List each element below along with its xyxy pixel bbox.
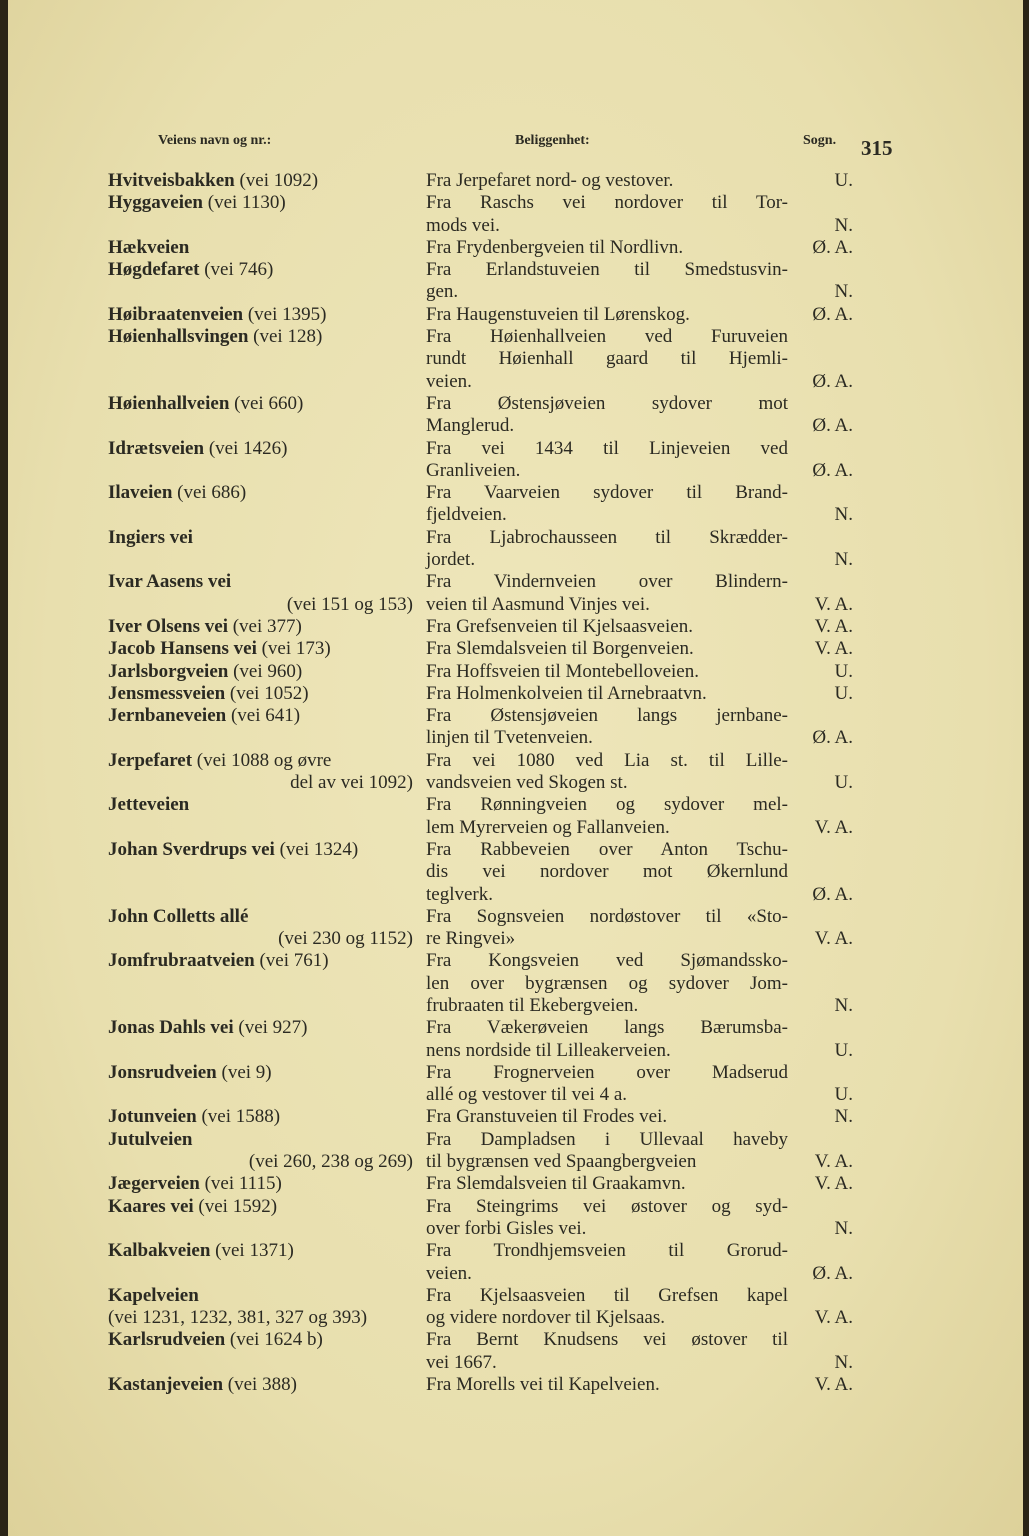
road-number: (vei 377) — [232, 615, 302, 637]
location-line: Fra Slemdalsveien til Graakamvn. — [426, 1173, 686, 1195]
road-entry — [108, 839, 853, 906]
road-entry — [108, 750, 853, 795]
road-name: Jutulveien — [108, 1128, 193, 1150]
location-line: Fra vei 1080 ved Lia st. til Lille- — [426, 749, 788, 771]
road-name: Jetteveien — [108, 794, 190, 816]
parish: U. — [834, 170, 853, 191]
road-number: (vei 1588) — [201, 1106, 281, 1128]
road-name: Hyggaveien — [108, 192, 203, 214]
road-number: (vei 1052) — [229, 682, 309, 704]
location-cell — [426, 638, 788, 660]
parish: N. — [834, 549, 853, 571]
road-name: Høienhallveien — [108, 392, 230, 414]
location-cell — [426, 326, 788, 393]
road-name: Jotunveien — [108, 1106, 197, 1128]
road-entry — [108, 616, 853, 638]
road-name-cell — [108, 950, 413, 1017]
location-cell — [426, 1129, 788, 1174]
parish: Ø. A. — [812, 1262, 853, 1284]
location-line: mods vei. — [426, 214, 500, 236]
parish: N. — [834, 1217, 853, 1239]
location-line: Fra Ljabrochausseen til Skrædder- — [426, 526, 788, 548]
road-entry — [108, 683, 853, 705]
road-name-cell — [108, 393, 413, 438]
parish-cell — [788, 1173, 853, 1195]
location-cell — [426, 170, 788, 192]
road-number: del av vei 1092) — [290, 772, 413, 794]
location-cell — [426, 393, 788, 438]
location-line: lem Myrerveien og Fallanveien. — [426, 816, 670, 838]
road-entry — [108, 1329, 853, 1374]
location-cell — [426, 750, 788, 795]
road-entry — [108, 237, 853, 259]
road-name: Kaares vei — [108, 1195, 194, 1217]
parish-cell — [788, 482, 853, 527]
location-line: Fra Frydenbergveien til Nordlivn. — [426, 236, 684, 258]
location-line: til bygrænsen ved Spaangbergveien — [426, 1151, 697, 1173]
road-number: (vei 230 og 1152) — [278, 928, 413, 950]
location-line: vandsveien ved Skogen st. — [426, 772, 628, 794]
road-name: Hvitveisbakken — [108, 170, 235, 191]
road-name-cell — [108, 1106, 413, 1128]
road-name: Jernbaneveien — [108, 705, 227, 727]
location-line: teglverk. — [426, 883, 494, 905]
location-line: len over bygrænsen og sydover Jom- — [426, 972, 788, 994]
road-number: (vei 746) — [204, 259, 274, 281]
road-entry — [108, 438, 853, 483]
road-name-cell — [108, 705, 413, 750]
road-name: Jægerveien — [108, 1173, 200, 1195]
road-name: Høienhallsvingen — [108, 326, 249, 348]
parish-cell — [788, 705, 853, 750]
location-cell — [426, 237, 788, 259]
location-line: Fra Trondhjemsveien til Grorud- — [426, 1240, 788, 1262]
location-line: Fra vei 1434 til Linjeveien ved — [426, 437, 788, 459]
parish-cell — [788, 237, 853, 259]
parish-cell — [788, 683, 853, 705]
road-name-cell — [108, 1062, 413, 1107]
location-cell — [426, 304, 788, 326]
road-entry — [108, 170, 853, 192]
road-name-cell — [108, 1329, 413, 1374]
parish: U. — [834, 682, 853, 704]
location-line: Fra Slemdalsveien til Borgenveien. — [426, 638, 694, 660]
road-name-cell — [108, 750, 413, 795]
location-line: rundt Høienhall gaard til Hjemli- — [426, 348, 788, 370]
road-name-cell — [108, 259, 413, 304]
location-line: dis vei nordover mot Økernlund — [426, 861, 788, 883]
location-line: Fra Østensjøveien langs jernbane- — [426, 705, 788, 727]
road-entry — [108, 393, 853, 438]
location-line: Fra Hoffsveien til Montebelloveien. — [426, 660, 699, 682]
road-number: (vei 1088 og øvre — [196, 749, 332, 771]
road-name: Johan Sverdrups vei — [108, 838, 275, 860]
road-name: Høgdefaret — [108, 259, 200, 281]
column-header-road-name: Veiens navn og nr.: — [158, 133, 272, 148]
road-entry — [108, 1129, 853, 1174]
parish-cell — [788, 661, 853, 683]
location-line: Fra Vindernveien over Blindern- — [426, 571, 788, 593]
road-entry — [108, 1240, 853, 1285]
location-cell — [426, 571, 788, 616]
location-line: Fra Steingrims vei østover og syd- — [426, 1195, 788, 1217]
road-name-cell — [108, 794, 413, 839]
road-name: Ingiers vei — [108, 526, 193, 548]
road-entry — [108, 571, 853, 616]
parish-cell — [788, 638, 853, 660]
road-entry — [108, 638, 853, 660]
location-line: veien. — [426, 1262, 472, 1284]
road-name: Jonsrudveien — [108, 1061, 217, 1083]
parish-cell — [788, 1106, 853, 1128]
road-entry — [108, 192, 853, 237]
parish: Ø. A. — [812, 727, 853, 749]
road-name-cell — [108, 482, 413, 527]
parish-cell — [788, 170, 853, 192]
page-number: 315 — [861, 136, 893, 160]
road-name-cell — [108, 326, 413, 393]
parish-cell — [788, 1374, 853, 1396]
parish: V. A. — [814, 928, 853, 950]
parish-cell — [788, 1285, 853, 1330]
parish-cell — [788, 1240, 853, 1285]
road-name-cell — [108, 683, 413, 705]
parish: Ø. A. — [812, 883, 853, 905]
parish: N. — [834, 1351, 853, 1373]
location-cell — [426, 259, 788, 304]
road-name-cell — [108, 1374, 413, 1396]
location-cell — [426, 950, 788, 1017]
parish-cell — [788, 304, 853, 326]
road-name: Kastanjeveien — [108, 1374, 224, 1396]
road-name: Jarlsborgveien — [108, 660, 229, 682]
road-name-cell — [108, 1240, 413, 1285]
location-line: Fra Dampladsen i Ullevaal haveby — [426, 1128, 788, 1150]
location-line: Fra Sognsveien nordøstover til «Sto- — [426, 905, 788, 927]
location-line: Fra Jerpefaret nord- og vestover. — [426, 170, 674, 191]
column-header-location: Beliggenhet: — [515, 133, 590, 148]
parish-cell — [788, 527, 853, 572]
location-cell — [426, 616, 788, 638]
location-line: re Ringvei» — [426, 928, 516, 950]
parish: N. — [834, 281, 853, 303]
road-name-cell — [108, 839, 413, 906]
road-number: (vei 388) — [227, 1374, 297, 1396]
location-line: veien til Aasmund Vinjes vei. — [426, 593, 650, 615]
location-cell — [426, 1173, 788, 1195]
location-cell — [426, 1285, 788, 1330]
document-page — [8, 0, 1023, 1536]
parish: U. — [834, 1084, 853, 1106]
road-name: John Colletts allé — [108, 905, 249, 927]
road-name-cell — [108, 661, 413, 683]
road-name: Jerpefaret — [108, 749, 193, 771]
road-name: Kapelveien — [108, 1284, 199, 1306]
location-line: vei 1667. — [426, 1351, 497, 1373]
location-cell — [426, 527, 788, 572]
parish: Ø. A. — [812, 236, 853, 258]
road-name-cell — [108, 906, 413, 951]
location-line: linjen til Tvetenveien. — [426, 727, 593, 749]
location-cell — [426, 839, 788, 906]
location-cell — [426, 1329, 788, 1374]
location-cell — [426, 438, 788, 483]
location-cell — [426, 1196, 788, 1241]
column-header-parish: Sogn. — [803, 133, 837, 148]
road-name-cell — [108, 237, 413, 259]
parish-cell — [788, 326, 853, 393]
road-number: (vei 1371) — [215, 1240, 294, 1262]
location-line: Fra Raschs vei nordover til Tor- — [426, 192, 788, 214]
road-number: (vei 1130) — [207, 192, 286, 214]
road-number: (vei 1395) — [247, 303, 327, 325]
road-name: Hækveien — [108, 236, 190, 258]
road-entry — [108, 794, 853, 839]
location-line: Fra Haugenstuveien til Lørenskog. — [426, 303, 690, 325]
parish: V. A. — [814, 638, 853, 660]
parish-cell — [788, 839, 853, 906]
parish: N. — [834, 504, 853, 526]
location-line: Manglerud. — [426, 415, 515, 437]
parish: U. — [834, 1039, 853, 1061]
parish-cell — [788, 750, 853, 795]
road-name-cell — [108, 1017, 413, 1062]
location-cell — [426, 1374, 788, 1396]
parish-cell — [788, 571, 853, 616]
location-line: Fra Høienhallveien ved Furuveien — [426, 326, 788, 348]
road-name-cell — [108, 192, 413, 237]
location-line: Granliveien. — [426, 459, 521, 481]
parish: V. A. — [814, 1374, 853, 1396]
road-name-cell — [108, 1285, 413, 1330]
road-name: Kalbakveien — [108, 1240, 211, 1262]
location-line: gen. — [426, 281, 459, 303]
road-number: (vei 128) — [253, 326, 323, 348]
parish-cell — [788, 794, 853, 839]
road-number: (vei 1231, 1232, 381, 327 og 393) — [108, 1307, 368, 1329]
location-cell — [426, 661, 788, 683]
road-number: (vei 1624 b) — [229, 1329, 323, 1351]
location-line: Fra Rabbeveien over Anton Tschu- — [426, 838, 788, 860]
road-entry — [108, 1017, 853, 1062]
parish-cell — [788, 259, 853, 304]
location-line: veien. — [426, 370, 472, 392]
parish: V. A. — [814, 593, 853, 615]
road-number: (vei 1092) — [239, 170, 319, 191]
road-name-cell — [108, 571, 413, 616]
road-number: (vei 927) — [238, 1017, 308, 1039]
road-number: (vei 260, 238 og 269) — [248, 1151, 413, 1173]
road-entry — [108, 1062, 853, 1107]
location-line: fjeldveien. — [426, 504, 507, 526]
road-entry — [108, 482, 853, 527]
road-number: (vei 641) — [230, 705, 301, 727]
location-cell — [426, 482, 788, 527]
parish: N. — [834, 994, 853, 1016]
road-name: Jacob Hansens vei — [108, 638, 257, 660]
road-number: (vei 660) — [234, 392, 304, 414]
location-line: Fra Rønningveien og sydover mel- — [426, 794, 788, 816]
location-cell — [426, 192, 788, 237]
road-number: (vei 151 og 153) — [286, 593, 413, 615]
parish: V. A. — [814, 1307, 853, 1329]
road-number: (vei 960) — [233, 660, 303, 682]
parish-cell — [788, 1062, 853, 1107]
parish: V. A. — [814, 1151, 853, 1173]
location-line: og videre nordover til Kjelsaas. — [426, 1307, 666, 1329]
road-number: (vei 1592) — [198, 1195, 278, 1217]
parish: U. — [834, 660, 853, 682]
location-line: Fra Kongsveien ved Sjømandssko- — [426, 950, 788, 972]
parish-cell — [788, 1017, 853, 1062]
location-cell — [426, 906, 788, 951]
location-line: Fra Vækerøveien langs Bærumsba- — [426, 1017, 788, 1039]
road-entry — [108, 259, 853, 304]
road-entry — [108, 661, 853, 683]
road-entry — [108, 1285, 853, 1330]
road-name: Ilaveien — [108, 482, 173, 504]
parish-cell — [788, 393, 853, 438]
road-name-cell — [108, 616, 413, 638]
road-name: Jensmessveien — [108, 682, 226, 704]
road-entry — [108, 950, 853, 1017]
parish: Ø. A. — [812, 459, 853, 481]
location-cell — [426, 705, 788, 750]
road-name-cell — [108, 1196, 413, 1241]
parish-cell — [788, 1196, 853, 1241]
parish: N. — [834, 1106, 853, 1128]
road-number: (vei 761) — [259, 950, 329, 972]
location-line: Fra Kjelsaasveien til Grefsen kapel — [426, 1284, 788, 1306]
parish: V. A. — [814, 816, 853, 838]
location-line: Fra Grefsenveien til Kjelsaasveien. — [426, 615, 693, 637]
location-line: Fra Østensjøveien sydover mot — [426, 392, 788, 414]
road-name-cell — [108, 1173, 413, 1195]
location-line: Fra Vaarveien sydover til Brand- — [426, 482, 788, 504]
parish: Ø. A. — [812, 303, 853, 325]
location-cell — [426, 1062, 788, 1107]
road-entry — [108, 1374, 853, 1396]
road-name-cell — [108, 438, 413, 483]
road-entry — [108, 326, 853, 393]
location-line: Fra Granstuveien til Frodes vei. — [426, 1106, 668, 1128]
location-cell — [426, 794, 788, 839]
parish-cell — [788, 1129, 853, 1174]
road-name: Jonas Dahls vei — [108, 1017, 234, 1039]
location-cell — [426, 1017, 788, 1062]
parish: Ø. A. — [812, 415, 853, 437]
road-name: Iver Olsens vei — [108, 615, 228, 637]
location-cell — [426, 683, 788, 705]
location-line: nens nordside til Lilleakerveien. — [426, 1039, 671, 1061]
road-name-cell — [108, 638, 413, 660]
location-line: allé og vestover til vei 4 a. — [426, 1084, 628, 1106]
location-line: over forbi Gisles vei. — [426, 1217, 587, 1239]
road-name-cell — [108, 304, 413, 326]
road-entry — [108, 1173, 853, 1195]
road-name-cell — [108, 1129, 413, 1174]
location-line: Fra Erlandstuveien til Smedstusvin- — [426, 259, 788, 281]
road-entry — [108, 304, 853, 326]
road-number: (vei 686) — [177, 482, 247, 504]
road-name: Karlsrudveien — [108, 1329, 226, 1351]
parish: V. A. — [814, 1173, 853, 1195]
location-cell — [426, 1240, 788, 1285]
road-number: (vei 9) — [221, 1061, 272, 1083]
parish: U. — [834, 772, 853, 794]
road-number: (vei 1324) — [279, 838, 359, 860]
location-line: Fra Frognerveien over Madserud — [426, 1061, 788, 1083]
road-list — [108, 170, 853, 1396]
road-entry — [108, 906, 853, 951]
location-line: Fra Morells vei til Kapelveien. — [426, 1374, 660, 1396]
parish-cell — [788, 906, 853, 951]
road-name: Idrætsveien — [108, 437, 205, 459]
road-number: (vei 1426) — [208, 437, 288, 459]
location-line: Fra Bernt Knudsens vei østover til — [426, 1329, 788, 1351]
road-entry — [108, 1106, 853, 1128]
parish-cell — [788, 1329, 853, 1374]
road-entry — [108, 527, 853, 572]
road-name-cell — [108, 170, 413, 192]
parish-cell — [788, 192, 853, 237]
road-name: Høibraatenveien — [108, 303, 244, 325]
location-line: Fra Holmenkolveien til Arnebraatvn. — [426, 682, 707, 704]
parish-cell — [788, 616, 853, 638]
parish: V. A. — [814, 615, 853, 637]
road-number: (vei 1115) — [204, 1173, 282, 1195]
road-name: Jomfrubraatveien — [108, 950, 255, 972]
location-line: frubraaten til Ekebergveien. — [426, 994, 639, 1016]
road-name: Ivar Aasens vei — [108, 571, 232, 593]
location-line: jordet. — [426, 549, 476, 571]
road-name-cell — [108, 527, 413, 572]
road-entry — [108, 1196, 853, 1241]
location-cell — [426, 1106, 788, 1128]
road-entry — [108, 705, 853, 750]
road-number: (vei 173) — [261, 638, 331, 660]
parish-cell — [788, 950, 853, 1017]
parish: Ø. A. — [812, 370, 853, 392]
parish-cell — [788, 438, 853, 483]
parish: N. — [834, 214, 853, 236]
